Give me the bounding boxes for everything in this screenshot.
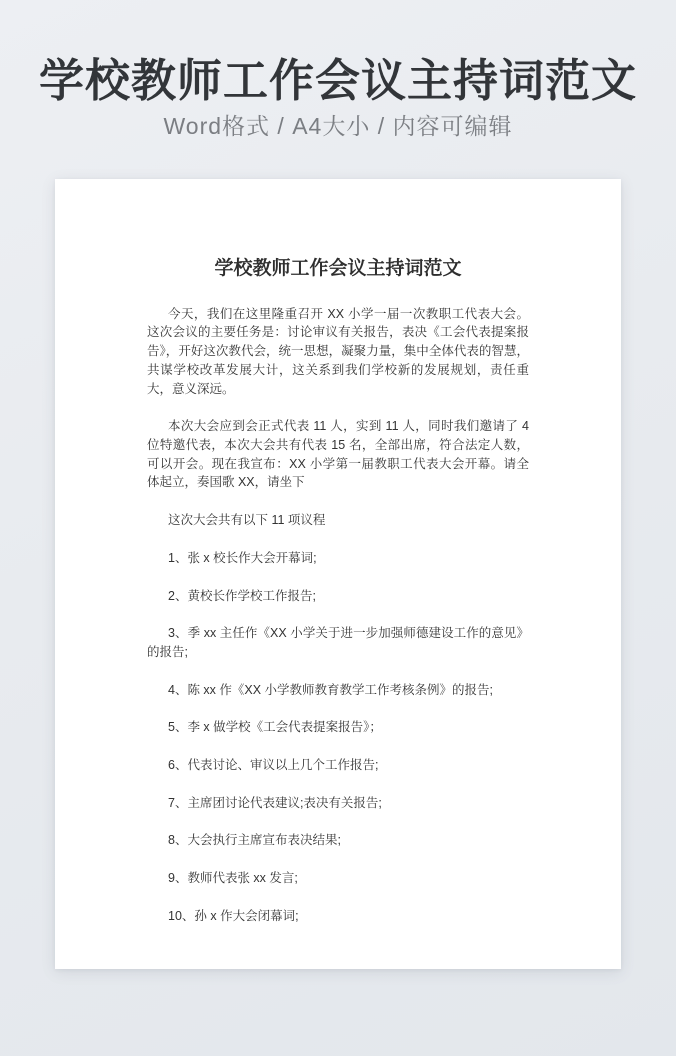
agenda-item: 3、季 xx 主任作《XX 小学关于进一步加强师德建设工作的意见》的报告; [147,626,529,659]
format-subtitle: Word格式 / A4大小 / 内容可编辑 [163,112,513,139]
document-page [55,179,621,969]
document-title: 学校教师工作会议主持词范文 [214,258,462,280]
agenda-item: 2、黄校长作学校工作报告; [168,588,316,603]
agenda-item: 7、主席团讨论代表建议;表决有关报告; [168,795,382,810]
doc-paragraph: 本次大会应到会正式代表 11 人，实到 11 人，同时我们邀请了 4 位特邀代表，本次大会共有代表 15 名，全部出席，符合法定人数，可以开会。现在我宣布：XX 小学第一届教职工代表大会开幕。请全体起立，奏国歌 XX，请坐下 [147,419,529,490]
agenda-item: 6、代表讨论、审议以上几个工作报告; [168,758,379,773]
page-title: 学校教师工作会议主持词范文 [38,55,637,106]
agenda-item: 8、大会执行主席宣布表决结果; [168,833,341,848]
agenda-item: 5、李 x 做学校《工会代表提案报告》； [168,720,382,735]
hero-header [0,0,676,140]
agenda-item: 10、孙 x 作大会闭幕词; [168,908,299,923]
document-body [147,257,529,925]
agenda-item: 9、教师代表张 xx 发言; [168,871,298,886]
agenda-item: 4、陈 xx 作《XX 小学教师教育教学工作考核条例》的报告; [168,682,494,697]
doc-paragraph: 这次大会共有以下 11 项议程 [168,513,326,528]
doc-paragraph: 今天，我们在这里隆重召开 XX 小学一届一次教职工代表大会。这次会议的主要任务是：讨论审议有关报告，表决《工会代表提案报告》，开好这次教代会，统一思想，凝聚力量，集中全体代表的智慧，共谋学校改革发展大计，这关系到我们学校新的发展规划，责任重大，意义深远。 [147,306,529,396]
agenda-item: 1、张 x 校长作大会开幕词; [168,550,317,565]
